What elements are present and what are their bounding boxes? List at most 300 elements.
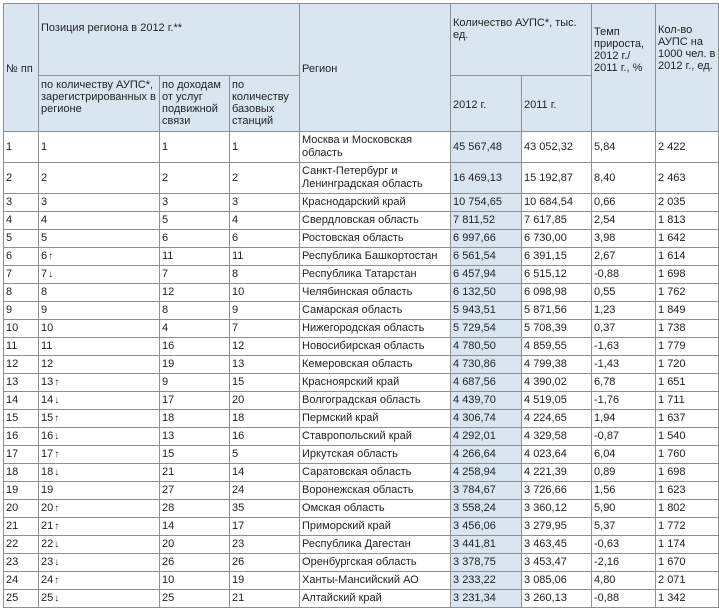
per-1000-value: 1 540 [656, 428, 719, 446]
growth-value: -0,88 [592, 590, 656, 608]
growth-value: -1,63 [592, 338, 656, 356]
income-rank: 25 [160, 590, 230, 608]
position-value: 21 [41, 520, 54, 532]
rank-change-arrow-icon: ↑ [54, 413, 60, 424]
per-1000-value: 1 342 [656, 590, 719, 608]
position-cell [39, 374, 160, 392]
table-body [4, 132, 719, 608]
position-value: 23 [41, 556, 54, 568]
row-number: 5 [4, 230, 39, 248]
position-cell [39, 338, 160, 356]
region-name: Свердловская область [300, 212, 451, 230]
stations-rank: 15 [230, 374, 300, 392]
regions-table [3, 3, 719, 608]
value-2012: 4 730,86 [451, 356, 522, 374]
rank-change-arrow-icon: ↑ [54, 377, 60, 388]
position-value: 25 [41, 592, 54, 604]
region-name: Оренбургская область [300, 554, 451, 572]
value-2011: 3 726,66 [522, 482, 592, 500]
position-cell [39, 356, 160, 374]
region-name: Новосибирская область [300, 338, 451, 356]
region-name: Кемеровская область [300, 356, 451, 374]
region-name: Санкт-Петербург и Ленинградская область [300, 163, 451, 194]
value-2012: 3 456,06 [451, 518, 522, 536]
region-name: Челябинская область [300, 284, 451, 302]
value-2011: 43 052,32 [522, 132, 592, 163]
income-rank: 7 [160, 266, 230, 284]
row-number: 24 [4, 572, 39, 590]
value-2011: 6 730,00 [522, 230, 592, 248]
row-number: 9 [4, 302, 39, 320]
position-cell [39, 536, 160, 554]
per-1000-value: 1 760 [656, 446, 719, 464]
header-count-group: Количество АУПС*, тыс. ед. [451, 4, 592, 76]
table-row [4, 554, 719, 572]
per-1000-value: 1 174 [656, 536, 719, 554]
row-number: 2 [4, 163, 39, 194]
table-row [4, 590, 719, 608]
value-2012: 6 997,66 [451, 230, 522, 248]
region-name: Республика Татарстан [300, 266, 451, 284]
position-value: 14 [41, 394, 54, 406]
row-number: 25 [4, 590, 39, 608]
row-number: 3 [4, 194, 39, 212]
position-value: 15 [41, 412, 54, 424]
region-name: Ставропольский край [300, 428, 451, 446]
row-number: 20 [4, 500, 39, 518]
position-value: 11 [41, 340, 53, 352]
value-2012: 4 266,64 [451, 446, 522, 464]
per-1000-value: 1 698 [656, 464, 719, 482]
value-2011: 7 617,85 [522, 212, 592, 230]
stations-rank: 9 [230, 302, 300, 320]
stations-rank: 13 [230, 356, 300, 374]
row-number: 1 [4, 132, 39, 163]
row-number: 13 [4, 374, 39, 392]
rank-change-arrow-icon: ↓ [54, 431, 60, 442]
per-1000-value: 1 651 [656, 374, 719, 392]
rank-change-arrow-icon: ↑ [54, 521, 60, 532]
position-value: 12 [41, 358, 54, 370]
income-rank: 11 [160, 248, 230, 266]
row-number: 7 [4, 266, 39, 284]
position-value: 24 [41, 574, 54, 586]
value-2012: 4 292,01 [451, 428, 522, 446]
income-rank: 19 [160, 356, 230, 374]
position-value: 16 [41, 430, 54, 442]
table-header [4, 4, 719, 132]
income-rank: 5 [160, 212, 230, 230]
growth-value: 5,84 [592, 132, 656, 163]
table-row [4, 482, 719, 500]
value-2011: 3 463,45 [522, 536, 592, 554]
stations-rank: 14 [230, 464, 300, 482]
growth-value: -0,87 [592, 428, 656, 446]
income-rank: 28 [160, 500, 230, 518]
table-row [4, 266, 719, 284]
table-row [4, 500, 719, 518]
rank-change-arrow-icon: ↑ [54, 575, 60, 586]
table-row [4, 194, 719, 212]
per-1000-value: 1 779 [656, 338, 719, 356]
row-number: 16 [4, 428, 39, 446]
position-cell [39, 194, 160, 212]
table-row [4, 428, 719, 446]
value-2012: 5 943,51 [451, 302, 522, 320]
growth-value: 4,80 [592, 572, 656, 590]
income-rank: 10 [160, 572, 230, 590]
value-2011: 4 329,58 [522, 428, 592, 446]
per-1000-value: 1 614 [656, 248, 719, 266]
value-2011: 4 221,39 [522, 464, 592, 482]
table-row [4, 212, 719, 230]
table-row [4, 464, 719, 482]
income-rank: 18 [160, 410, 230, 428]
value-2012: 4 780,50 [451, 338, 522, 356]
value-2012: 4 687,56 [451, 374, 522, 392]
value-2011: 6 515,12 [522, 266, 592, 284]
value-2012: 16 469,13 [451, 163, 522, 194]
value-2012: 3 558,24 [451, 500, 522, 518]
row-number: 14 [4, 392, 39, 410]
income-rank: 27 [160, 482, 230, 500]
rank-change-arrow-icon: ↓ [48, 269, 54, 280]
row-number: 6 [4, 248, 39, 266]
income-rank: 12 [160, 284, 230, 302]
row-number: 15 [4, 410, 39, 428]
table-row [4, 284, 719, 302]
value-2012: 5 729,54 [451, 320, 522, 338]
stations-rank: 3 [230, 194, 300, 212]
growth-value: 3,98 [592, 230, 656, 248]
region-name: Москва и Московская область [300, 132, 451, 163]
growth-value: 1,23 [592, 302, 656, 320]
per-1000-value: 1 642 [656, 230, 719, 248]
region-name: Нижегородская область [300, 320, 451, 338]
table-row [4, 338, 719, 356]
per-1000-value: 1 623 [656, 482, 719, 500]
row-number: 23 [4, 554, 39, 572]
rank-change-arrow-icon: ↑ [54, 449, 60, 460]
stations-rank: 7 [230, 320, 300, 338]
position-value: 17 [41, 448, 54, 460]
rank-change-arrow-icon: ↑ [54, 503, 60, 514]
header-year-2011: 2011 г. [522, 76, 592, 132]
income-rank: 13 [160, 428, 230, 446]
per-1000-value: 1 738 [656, 320, 719, 338]
header-pos-subscribers: по количеству АУПС*, зарегистрированных в регионе [39, 76, 160, 132]
rank-change-arrow-icon: ↓ [54, 467, 60, 478]
row-number: 22 [4, 536, 39, 554]
region-name: Республика Дагестан [300, 536, 451, 554]
income-rank: 1 [160, 132, 230, 163]
region-name: Иркутская область [300, 446, 451, 464]
region-name: Пермский край [300, 410, 451, 428]
growth-value: -2,16 [592, 554, 656, 572]
value-2012: 6 457,94 [451, 266, 522, 284]
stations-rank: 17 [230, 518, 300, 536]
income-rank: 14 [160, 518, 230, 536]
table-row [4, 248, 719, 266]
position-cell [39, 428, 160, 446]
region-name: Воронежская область [300, 482, 451, 500]
income-rank: 21 [160, 464, 230, 482]
stations-rank: 18 [230, 410, 300, 428]
region-name: Ростовская область [300, 230, 451, 248]
stations-rank: 4 [230, 212, 300, 230]
header-position-group: Позиция региона в 2012 г.** [39, 4, 300, 76]
table-row [4, 302, 719, 320]
stations-rank: 1 [230, 132, 300, 163]
income-rank: 20 [160, 536, 230, 554]
per-1000-value: 1 698 [656, 266, 719, 284]
stations-rank: 21 [230, 590, 300, 608]
position-cell [39, 212, 160, 230]
value-2011: 3 085,06 [522, 572, 592, 590]
income-rank: 16 [160, 338, 230, 356]
position-cell [39, 284, 160, 302]
position-value: 6 [41, 250, 48, 262]
per-1000-value: 2 071 [656, 572, 719, 590]
rank-change-arrow-icon: ↑ [48, 251, 54, 262]
value-2012: 3 784,67 [451, 482, 522, 500]
stations-rank: 19 [230, 572, 300, 590]
value-2012: 3 441,81 [451, 536, 522, 554]
table-row [4, 572, 719, 590]
per-1000-value: 1 670 [656, 554, 719, 572]
table-row [4, 518, 719, 536]
per-1000-value: 2 422 [656, 132, 719, 163]
stations-rank: 6 [230, 230, 300, 248]
header-per-1000: Кол-во АУПС на 1000 чел. в 2012 г., ед. [656, 4, 719, 132]
stations-rank: 5 [230, 446, 300, 464]
value-2011: 4 023,64 [522, 446, 592, 464]
growth-value: 2,67 [592, 248, 656, 266]
position-cell [39, 590, 160, 608]
value-2012: 4 258,94 [451, 464, 522, 482]
stations-rank: 8 [230, 266, 300, 284]
value-2011: 3 360,12 [522, 500, 592, 518]
value-2011: 6 098,98 [522, 284, 592, 302]
growth-value: 0,55 [592, 284, 656, 302]
table-row [4, 230, 719, 248]
stations-rank: 10 [230, 284, 300, 302]
per-1000-value: 1 720 [656, 356, 719, 374]
header-growth: Темп прироста, 2012 г./ 2011 г., % [592, 4, 656, 132]
table-row [4, 320, 719, 338]
growth-value: 8,40 [592, 163, 656, 194]
growth-value: -1,76 [592, 392, 656, 410]
header-pos-income: по доходам от услуг подвижной связи [160, 76, 230, 132]
position-value: 18 [41, 466, 54, 478]
position-value: 5 [41, 232, 48, 244]
income-rank: 8 [160, 302, 230, 320]
position-cell [39, 163, 160, 194]
position-value: 8 [41, 286, 48, 298]
stations-rank: 24 [230, 482, 300, 500]
value-2011: 6 391,15 [522, 248, 592, 266]
table-row [4, 163, 719, 194]
position-cell [39, 482, 160, 500]
table-row [4, 446, 719, 464]
position-cell [39, 464, 160, 482]
value-2012: 3 231,34 [451, 590, 522, 608]
stations-rank: 12 [230, 338, 300, 356]
value-2011: 15 192,87 [522, 163, 592, 194]
header-num: № пп [4, 4, 39, 132]
per-1000-value: 2 463 [656, 163, 719, 194]
position-cell [39, 554, 160, 572]
row-number: 18 [4, 464, 39, 482]
position-value: 1 [41, 140, 48, 153]
row-number: 10 [4, 320, 39, 338]
region-name: Волгоградская область [300, 392, 451, 410]
row-number: 11 [4, 338, 39, 356]
stations-rank: 20 [230, 392, 300, 410]
position-value: 3 [41, 196, 48, 208]
value-2011: 4 390,02 [522, 374, 592, 392]
region-name: Краснодарский край [300, 194, 451, 212]
position-value: 4 [41, 214, 48, 226]
value-2011: 4 519,05 [522, 392, 592, 410]
row-number: 4 [4, 212, 39, 230]
value-2011: 5 871,56 [522, 302, 592, 320]
per-1000-value: 1 813 [656, 212, 719, 230]
position-cell [39, 572, 160, 590]
rank-change-arrow-icon: ↓ [54, 395, 60, 406]
rank-change-arrow-icon: ↓ [54, 557, 60, 568]
value-2012: 6 561,54 [451, 248, 522, 266]
per-1000-value: 1 762 [656, 284, 719, 302]
growth-value: 0,89 [592, 464, 656, 482]
stations-rank: 16 [230, 428, 300, 446]
position-cell [39, 320, 160, 338]
stations-rank: 2 [230, 163, 300, 194]
stations-rank: 35 [230, 500, 300, 518]
income-rank: 9 [160, 374, 230, 392]
value-2012: 4 306,74 [451, 410, 522, 428]
growth-value: 5,37 [592, 518, 656, 536]
value-2011: 3 453,47 [522, 554, 592, 572]
position-value: 2 [41, 171, 48, 184]
growth-value: 0,66 [592, 194, 656, 212]
value-2011: 10 684,54 [522, 194, 592, 212]
position-cell [39, 248, 160, 266]
income-rank: 15 [160, 446, 230, 464]
region-name: Республика Башкортостан [300, 248, 451, 266]
growth-value: -0,63 [592, 536, 656, 554]
value-2012: 3 233,22 [451, 572, 522, 590]
header-year-2012: 2012 г. [451, 76, 522, 132]
per-1000-value: 1 802 [656, 500, 719, 518]
value-2012: 10 754,65 [451, 194, 522, 212]
growth-value: 6,78 [592, 374, 656, 392]
position-value: 9 [41, 304, 48, 316]
income-rank: 17 [160, 392, 230, 410]
per-1000-value: 1 637 [656, 410, 719, 428]
position-value: 19 [41, 484, 54, 496]
region-name: Саратовская область [300, 464, 451, 482]
growth-value: 2,54 [592, 212, 656, 230]
table-row [4, 374, 719, 392]
growth-value: 0,37 [592, 320, 656, 338]
position-cell [39, 266, 160, 284]
per-1000-value: 2 035 [656, 194, 719, 212]
growth-value: 5,90 [592, 500, 656, 518]
value-2011: 5 708,39 [522, 320, 592, 338]
income-rank: 26 [160, 554, 230, 572]
value-2011: 3 279,95 [522, 518, 592, 536]
position-cell [39, 446, 160, 464]
growth-value: -0,88 [592, 266, 656, 284]
position-cell [39, 500, 160, 518]
growth-value: 1,56 [592, 482, 656, 500]
region-name: Омская область [300, 500, 451, 518]
value-2012: 45 567,48 [451, 132, 522, 163]
region-name: Ханты-Мансийский АО [300, 572, 451, 590]
region-name: Самарская область [300, 302, 451, 320]
per-1000-value: 1 849 [656, 302, 719, 320]
row-number: 21 [4, 518, 39, 536]
value-2012: 3 378,75 [451, 554, 522, 572]
value-2012: 6 132,50 [451, 284, 522, 302]
row-number: 8 [4, 284, 39, 302]
per-1000-value: 1 772 [656, 518, 719, 536]
table-row [4, 536, 719, 554]
growth-value: 1,94 [592, 410, 656, 428]
position-value: 20 [41, 502, 54, 514]
row-number: 17 [4, 446, 39, 464]
header-region: Регион [300, 4, 451, 132]
table-row [4, 132, 719, 163]
value-2012: 7 811,52 [451, 212, 522, 230]
value-2011: 4 859,55 [522, 338, 592, 356]
region-name: Алтайский край [300, 590, 451, 608]
income-rank: 4 [160, 320, 230, 338]
stations-rank: 11 [230, 248, 300, 266]
value-2011: 4 799,38 [522, 356, 592, 374]
position-value: 10 [41, 322, 54, 334]
table-row [4, 392, 719, 410]
table-row [4, 410, 719, 428]
position-cell [39, 230, 160, 248]
header-pos-stations: по количеству базовых станций [230, 76, 300, 132]
position-cell [39, 302, 160, 320]
row-number: 19 [4, 482, 39, 500]
value-2011: 3 260,13 [522, 590, 592, 608]
position-cell [39, 518, 160, 536]
table-row [4, 356, 719, 374]
value-2012: 4 439,70 [451, 392, 522, 410]
value-2011: 4 224,65 [522, 410, 592, 428]
position-value: 7 [41, 268, 48, 280]
position-value: 13 [41, 376, 54, 388]
income-rank: 2 [160, 163, 230, 194]
row-number: 12 [4, 356, 39, 374]
income-rank: 3 [160, 194, 230, 212]
stations-rank: 23 [230, 536, 300, 554]
per-1000-value: 1 711 [656, 392, 719, 410]
growth-value: -1,43 [592, 356, 656, 374]
rank-change-arrow-icon: ↓ [54, 539, 60, 550]
position-cell [39, 132, 160, 163]
position-value: 22 [41, 538, 54, 550]
position-cell [39, 392, 160, 410]
growth-value: 6,04 [592, 446, 656, 464]
income-rank: 6 [160, 230, 230, 248]
rank-change-arrow-icon: ↓ [54, 593, 60, 604]
stations-rank: 26 [230, 554, 300, 572]
